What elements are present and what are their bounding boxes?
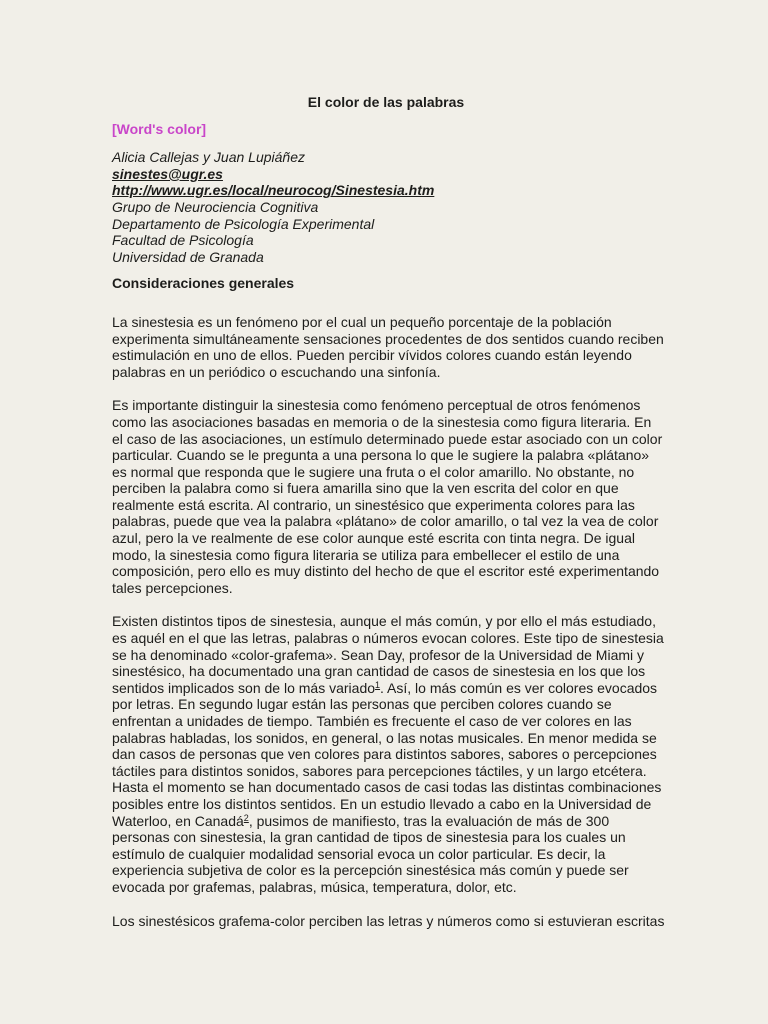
text-run: Hasta el momento se han documentado casos de casi todas las distintas combinaciones	[112, 779, 662, 796]
text-line	[112, 613, 660, 630]
text-run: el caso de las asociaciones, un estímulo determinado puede estar asociado con un color	[112, 430, 663, 447]
footnote-ref-link[interactable]: 1	[375, 679, 381, 690]
text-run: tales percepciones.	[112, 579, 233, 596]
text-run: táctiles para distintos sonidos, sabores para percepciones táctiles, y un largo etcétera.	[112, 762, 647, 779]
text-run: La sinestesia es un fenómeno por el cual un pequeño porcentaje de la población	[112, 313, 612, 330]
text-line	[112, 680, 660, 697]
text-line	[112, 330, 664, 348]
project-url-link[interactable]: http://www.ugr.es/local/neurocog/Sinestesia.htm	[112, 182, 435, 199]
text-line	[112, 580, 660, 597]
text-line	[112, 430, 663, 448]
text-line	[112, 713, 660, 730]
text-run: realmente está escrita. Al contrario, un sinestésico que experimenta colores para las	[112, 496, 635, 513]
text-line	[112, 364, 660, 381]
author-names: Alicia Callejas y Juan Lupiáñez	[112, 149, 305, 166]
affiliation-line: Universidad de Granada	[112, 248, 264, 265]
text-line	[112, 779, 660, 796]
paragraph	[112, 912, 665, 930]
text-run: palabras en un periódico o escuchando una sinfonía.	[112, 363, 441, 380]
text-line	[112, 314, 660, 331]
text-line	[112, 879, 660, 896]
paragraph	[112, 313, 664, 380]
document-body	[112, 94, 665, 929]
text-run: Existen distintos tipos de sinestesia, aunque el más común, y por ello el más estudiado,	[112, 613, 656, 630]
text-line	[112, 846, 660, 863]
text-run: composición, pero ello es muy distinto del hecho de que el escritor esté experimentando	[112, 563, 660, 580]
text-line	[112, 530, 660, 547]
footnote-ref-link[interactable]: 2	[243, 812, 249, 823]
text-run: . Así, lo más común es ver colores evocados	[380, 679, 658, 696]
text-run: palabras, puede que vea la palabra «plátano» de color amarillo, o tal vez la vea de color	[112, 513, 659, 530]
text-line	[112, 447, 660, 464]
text-run: como las asociaciones basadas en memoria o de la sinestesia como figura literaria. En	[112, 413, 652, 430]
text-line	[112, 862, 660, 879]
text-line	[112, 497, 660, 514]
text-run: sentidos implicados son de lo más variado	[112, 679, 376, 696]
text-line	[112, 513, 660, 530]
text-run: modo, la sinestesia como figura literaria se utiliza para embellecer el estilo de una	[112, 546, 620, 563]
text-run: estimulación en uno de ellos. Pueden percibir vívidos colores cuando están leyendo	[112, 347, 632, 364]
text-run: particular. Cuando se le pregunta a una persona lo que le sugiere la palabra «plátano»	[112, 447, 650, 464]
text-run: es normal que responda que le sugiere una fruta o el color amarillo. No obstante, no	[112, 463, 635, 480]
text-run: Waterloo, en Canadá	[112, 812, 244, 829]
author-email-link[interactable]: sinestes@ugr.es	[112, 165, 223, 182]
text-run: , pusimos de manifiesto, tras la evaluación de más de 300	[248, 812, 610, 829]
text-run: por letras. En segundo lugar están las personas que perciben colores cuando se	[112, 696, 612, 713]
text-line	[112, 763, 660, 780]
text-run: enfrentan a unidades de tiempo. También es frecuente el caso de ver colores en las	[112, 713, 632, 729]
text-line	[112, 663, 660, 680]
text-run: estímulo de cualquier modalidad sensorial evoca un color particular. Es decir, la	[112, 845, 606, 862]
affiliation-line: Grupo de Neurociencia Cognitiva	[112, 198, 319, 215]
section-heading: Consideraciones generales	[112, 275, 295, 292]
text-line	[112, 730, 660, 747]
text-line	[112, 829, 660, 846]
text-line	[112, 796, 660, 813]
text-run: Es importante distinguir la sinestesia como fenómeno perceptual de otros fenómenos	[112, 397, 641, 414]
text-line	[112, 813, 660, 830]
text-line	[112, 630, 664, 647]
text-run: azul, pero la ve realmente de ese color aunque esté escrita con tinta negra. De igual	[112, 530, 635, 547]
text-run: se ha denominado «color-grafema». Sean Day, profesor de la Universidad de Miami y	[112, 646, 645, 663]
text-line	[112, 397, 660, 414]
affiliation-line: Departamento de Psicología Experimental	[112, 215, 375, 232]
text-run: Los sinestésicos grafema-color perciben las letras y números como si estuvieran escritas	[112, 912, 665, 929]
text-line	[112, 647, 660, 664]
paragraph	[112, 613, 664, 895]
text-line	[112, 746, 660, 763]
text-run: es aquél en el que las letras, palabras o números evocan colores. Este tipo de sinestesia	[112, 630, 664, 647]
affiliation-line: Facultad de Psicología	[112, 232, 254, 249]
text-run: sinestésico, ha documentado una gran cantidad de casos de sinestesia en los que los	[112, 663, 646, 680]
body-text	[112, 313, 665, 929]
text-run: experiencia subjetiva de color es la percepción sinestésica más común y puede ser	[112, 862, 629, 879]
text-run: dan casos de personas que ven colores para distintos sabores, sabores o percepciones	[112, 746, 657, 763]
text-line	[112, 347, 660, 364]
text-run: palabras habladas, los sonidos, en general, o las notas musicales. En menor medida se	[112, 729, 657, 746]
text-run: perciben la palabra como si fuera amarilla sino que la ven escrita del color en que	[112, 480, 619, 497]
text-run: posibles entre los distintos sentidos. En un estudio llevado a cabo en la Universidad de	[112, 795, 652, 812]
author-block	[112, 149, 660, 265]
document-title: El color de las palabras	[307, 94, 465, 110]
document-subtitle: [Word's color]	[112, 120, 207, 137]
paragraph	[112, 397, 663, 596]
text-line	[112, 547, 660, 564]
text-line	[112, 464, 660, 481]
text-line	[112, 696, 660, 713]
text-run: evocada por grafemas, palabras, música, temperatura, dolor, etc.	[112, 878, 517, 895]
text-line	[112, 912, 665, 930]
text-run: personas con sinestesia, la gran cantidad de tipos de sinestesia para los cuales un	[112, 829, 626, 846]
text-line	[112, 414, 660, 431]
text-line	[112, 480, 660, 497]
text-line	[112, 563, 660, 580]
text-run: experimenta simultáneamente sensaciones procedentes de dos sentidos cuando reciben	[112, 330, 664, 347]
